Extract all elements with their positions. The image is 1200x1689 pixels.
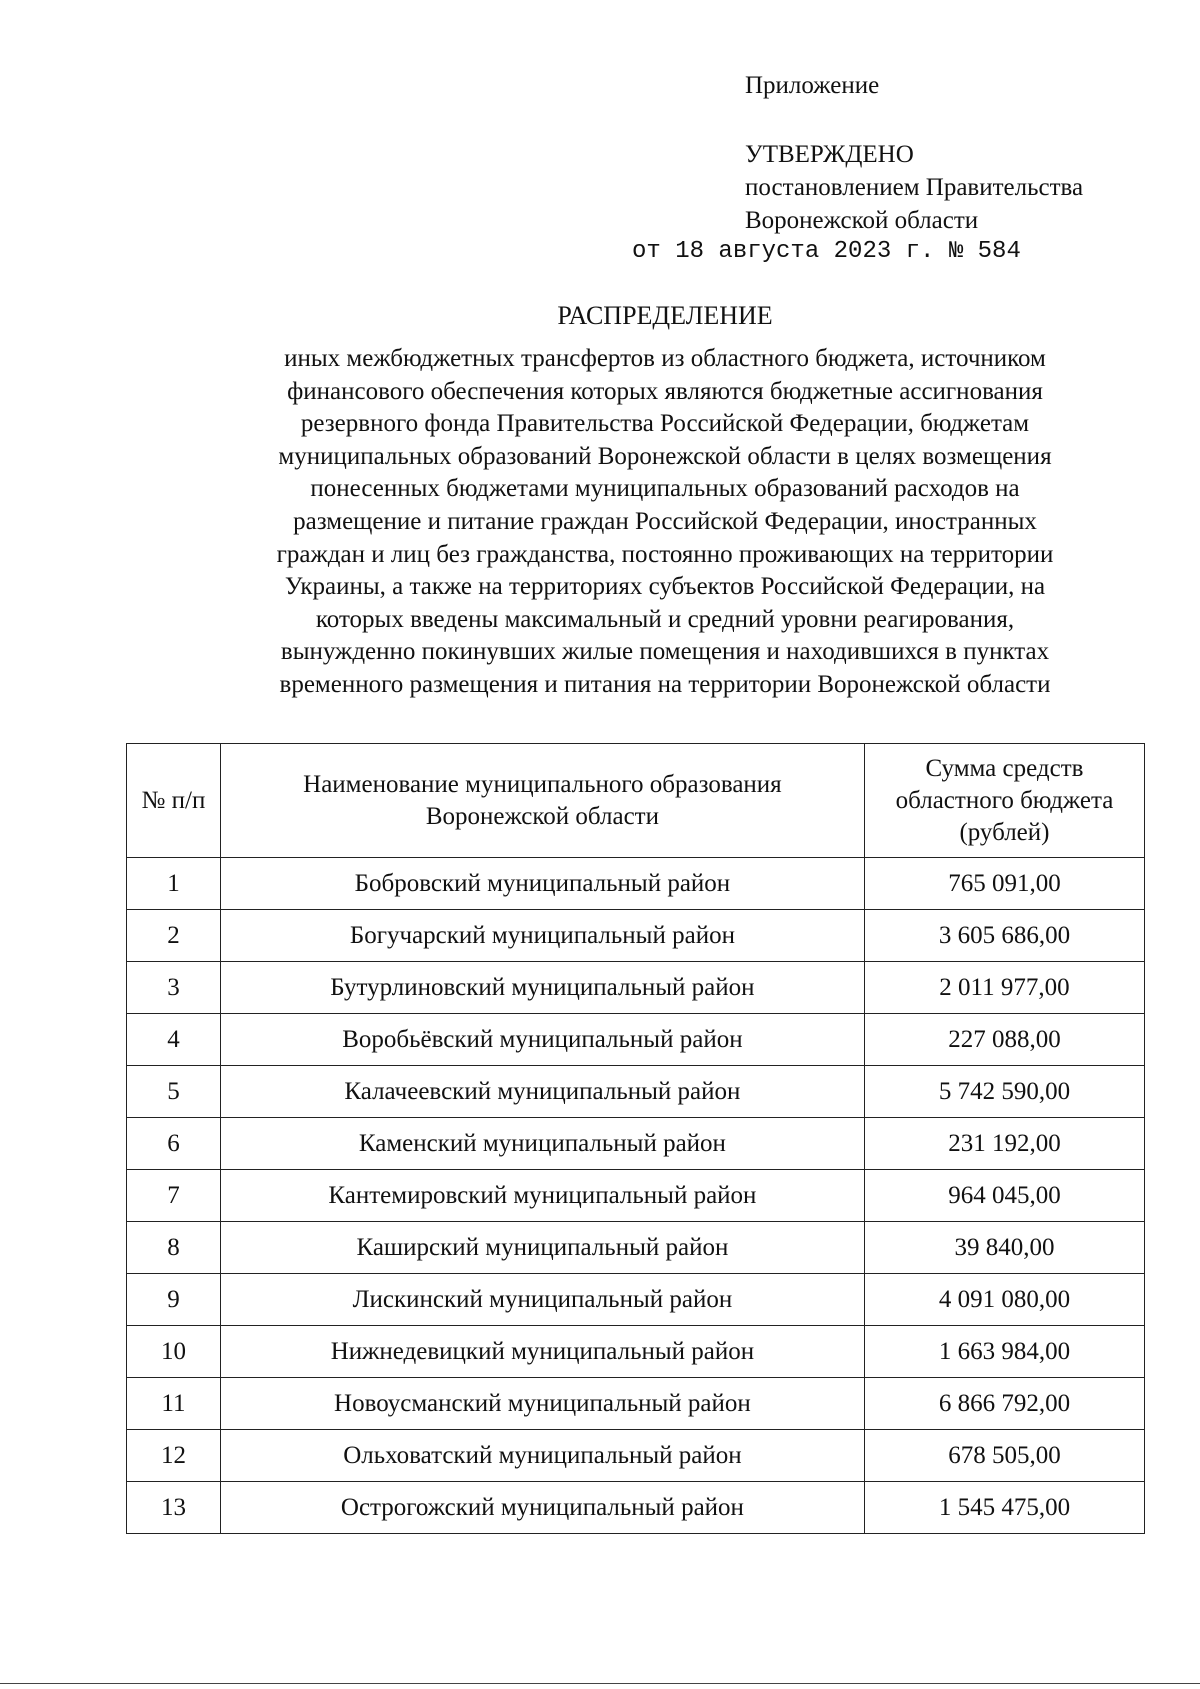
distribution-table	[126, 743, 1145, 1534]
table-row	[127, 1014, 1145, 1066]
row-municipality: Богучарский муниципальный район	[220, 910, 864, 962]
row-number: 7	[127, 1170, 221, 1222]
table-row	[127, 1430, 1145, 1482]
subtitle-line: временного размещения и питания на территории Воронежской области	[279, 670, 1051, 698]
row-sum: 2 011 977,00	[864, 962, 1144, 1014]
table-row	[127, 1378, 1145, 1430]
document-title: РАСПРЕДЕЛЕНИЕ	[557, 301, 773, 330]
row-municipality: Кантемировский муниципальный район	[220, 1170, 864, 1222]
row-sum: 6 866 792,00	[864, 1378, 1144, 1430]
header-municipality	[220, 744, 864, 858]
row-number: 9	[127, 1274, 221, 1326]
row-sum: 1 663 984,00	[864, 1326, 1144, 1378]
row-sum: 231 192,00	[864, 1118, 1144, 1170]
decree-date: от 18 августа 2023 г. № 584	[632, 238, 1021, 265]
row-sum: 5 742 590,00	[864, 1066, 1144, 1118]
header-number: № п/п	[127, 744, 221, 858]
row-number: 11	[127, 1378, 221, 1430]
row-sum: 3 605 686,00	[864, 910, 1144, 962]
row-municipality: Воробьёвский муниципальный район	[220, 1014, 864, 1066]
appendix-label: Приложение	[745, 72, 880, 99]
row-number: 4	[127, 1014, 221, 1066]
row-municipality: Новоусманский муниципальный район	[220, 1378, 864, 1430]
header-sum	[864, 744, 1144, 858]
row-sum: 39 840,00	[864, 1222, 1144, 1274]
subtitle-line: резервного фонда Правительства Российской Федерации, бюджетам	[300, 410, 1030, 438]
table-row	[127, 1326, 1145, 1378]
row-municipality: Бобровский муниципальный район	[220, 858, 864, 910]
row-number: 2	[127, 910, 221, 962]
subtitle-line: вынужденно покинувших жилые помещения и находившихся в пунктах	[280, 638, 1050, 666]
row-municipality: Каменский муниципальный район	[220, 1118, 864, 1170]
row-number: 3	[127, 962, 221, 1014]
table-row	[127, 858, 1145, 910]
row-number: 5	[127, 1066, 221, 1118]
subtitle-line: Украины, а также на территориях субъектов Российской Федерации, на	[284, 573, 1046, 601]
table-row	[127, 1066, 1145, 1118]
table-row	[127, 1482, 1145, 1534]
row-sum: 765 091,00	[864, 858, 1144, 910]
table-row	[127, 962, 1145, 1014]
approved-by-line: постановлением Правительства	[745, 174, 1084, 201]
header-sum-line: Сумма средств	[925, 754, 1084, 782]
document-subtitle	[200, 343, 1130, 702]
subtitle-line: которых введены максимальный и средний уровни реагирования,	[315, 605, 1015, 633]
page-bottom-divider	[0, 1683, 1200, 1684]
table-row	[127, 1274, 1145, 1326]
header-municipality-line: Наименование муниципального образования	[303, 770, 782, 798]
row-sum: 678 505,00	[864, 1430, 1144, 1482]
table-row	[127, 1222, 1145, 1274]
subtitle-line: финансового обеспечения которых являются бюджетные ассигнования	[287, 377, 1043, 405]
header-sum-line: (рублей)	[959, 818, 1050, 846]
row-number: 1	[127, 858, 221, 910]
row-number: 13	[127, 1482, 221, 1534]
subtitle-line: понесенных бюджетами муниципальных образований расходов на	[310, 475, 1020, 503]
row-number: 6	[127, 1118, 221, 1170]
header-municipality-line: Воронежской области	[425, 802, 659, 830]
row-municipality: Ольховатский муниципальный район	[220, 1430, 864, 1482]
row-municipality: Бутурлиновский муниципальный район	[220, 962, 864, 1014]
subtitle-line: муниципальных образований Воронежской области в целях возмещения	[278, 442, 1052, 470]
table-row	[127, 1170, 1145, 1222]
table-row	[127, 1118, 1145, 1170]
row-municipality: Лискинский муниципальный район	[220, 1274, 864, 1326]
row-municipality: Каширский муниципальный район	[220, 1222, 864, 1274]
row-number: 10	[127, 1326, 221, 1378]
row-sum: 227 088,00	[864, 1014, 1144, 1066]
table-row	[127, 910, 1145, 962]
row-number: 12	[127, 1430, 221, 1482]
row-municipality: Калачеевский муниципальный район	[220, 1066, 864, 1118]
row-sum: 964 045,00	[864, 1170, 1144, 1222]
row-sum: 1 545 475,00	[864, 1482, 1144, 1534]
subtitle-line: иных межбюджетных трансфертов из областного бюджета, источником	[284, 345, 1046, 372]
subtitle-line: размещение и питание граждан Российской Федерации, иностранных	[293, 507, 1037, 535]
approval-block	[745, 138, 1083, 237]
approved-stamp-line: УТВЕРЖДЕНО	[745, 141, 914, 168]
approved-region-line: Воронежской области	[745, 207, 979, 234]
row-sum: 4 091 080,00	[864, 1274, 1144, 1326]
subtitle-line: граждан и лиц без гражданства, постоянно проживающих на территории	[276, 540, 1054, 568]
header-sum-line: областного бюджета	[895, 786, 1114, 814]
row-municipality: Нижнедевицкий муниципальный район	[220, 1326, 864, 1378]
table-header-row	[127, 744, 1145, 858]
row-number: 8	[127, 1222, 221, 1274]
row-municipality: Острогожский муниципальный район	[220, 1482, 864, 1534]
